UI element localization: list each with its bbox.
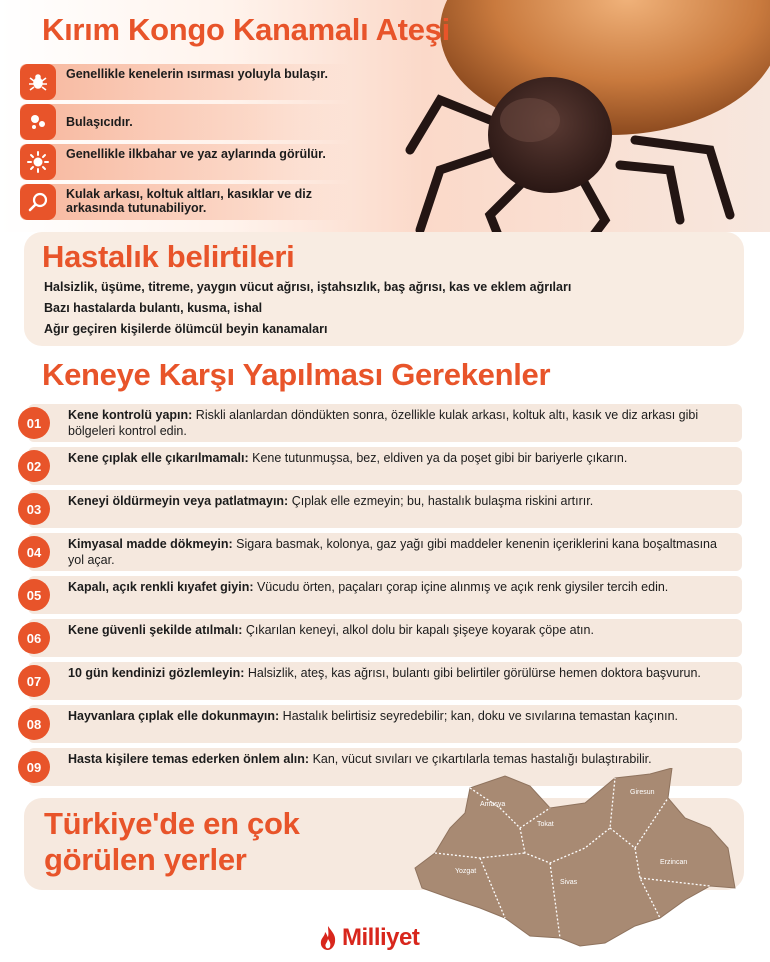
symptom-line: Halsizlik, üşüme, titreme, yaygın vücut ağrısı, iştahsızlık, baş ağrısı, kas ve eklem ağrıları (44, 280, 572, 294)
flame-icon (318, 925, 338, 951)
step-number: 09 (18, 751, 50, 783)
step-number: 07 (18, 665, 50, 697)
precaution-step (28, 619, 742, 657)
fact-row (20, 144, 350, 180)
regions-title: Türkiye'de en çok görülen yerler (44, 806, 300, 877)
step-text: Kene güvenli şekilde atılmalı: Çıkarılan keneyi, alkol dolu bir kapalı şişeye koyarak çöpe atın. (68, 623, 594, 637)
city-label: Yozgat (455, 868, 477, 875)
brand-logo (318, 920, 448, 956)
step-number: 06 (18, 622, 50, 654)
magnifier-icon (20, 184, 56, 220)
city-label: Erzincan (660, 859, 688, 866)
step-number: 01 (18, 407, 50, 439)
map-landmass (415, 768, 735, 946)
precaution-step (28, 576, 742, 614)
precautions-title: Keneye Karşı Yapılması Gerekenler (42, 357, 551, 392)
fact-text: Genellikle ilkbahar ve yaz aylarında görülür. (66, 147, 326, 161)
fact-text: Genellikle kenelerin ısırması yoluyla bulaşır. (66, 67, 328, 81)
virus-icon (20, 104, 56, 140)
precaution-step (28, 447, 742, 485)
fact-row (20, 64, 350, 100)
fact-text: Bulaşıcıdır. (66, 115, 133, 129)
fact-row (20, 104, 350, 140)
city-label: Giresun (630, 789, 655, 796)
sun-icon (20, 144, 56, 180)
symptom-line: Bazı hastalarda bulantı, kusma, ishal (44, 301, 263, 315)
step-number: 02 (18, 450, 50, 482)
precaution-step (28, 404, 742, 442)
page-title: Kırım Kongo Kanamalı Ateşi (42, 12, 450, 47)
step-text: Kene kontrolü yapın: Riskli alanlardan döndükten sonra, özellikle kulak arkası, koltuk altı, kasık ve diz arkası gibi bölgeleri kontrol edin. (68, 408, 699, 438)
step-number: 08 (18, 708, 50, 740)
brand-name: Milliyet (342, 924, 420, 951)
step-text: Hasta kişilere temas ederken önlem alın: Kan, vücut sıvıları ve çıkartılarla temas hastalığı bulaştırabilir. (68, 752, 652, 766)
tick-icon (20, 64, 56, 100)
step-text: 10 gün kendinizi gözlemleyin: Halsizlik, ateş, kas ağrısı, bulantı gibi belirtiler görülürse hemen doktora başvurun. (68, 666, 701, 680)
step-number: 04 (18, 536, 50, 568)
symptom-line: Ağır geçiren kişilerde ölümcül beyin kanamaları (44, 322, 328, 336)
precaution-step (28, 533, 742, 571)
step-text: Kene çıplak elle çıkarılmamalı: Kene tutunmuşsa, bez, eldiven ya da poşet gibi bir bariyerle çıkarın. (68, 451, 628, 465)
step-text: Keneyi öldürmeyin veya patlatmayın: Çıplak elle ezmeyin; bu, hastalık bulaşma riskini artırır. (68, 494, 594, 508)
city-label: Sivas (560, 879, 578, 886)
precaution-step (28, 662, 742, 700)
step-number: 03 (18, 493, 50, 525)
step-number: 05 (18, 579, 50, 611)
region-map (410, 768, 740, 958)
fact-row (20, 184, 350, 220)
city-label: Tokat (537, 821, 554, 828)
step-text: Kimyasal madde dökmeyin: Sigara basmak, kolonya, gaz yağı gibi maddeler kenenin içeriklerini kana boşaltmasına yol açar. (68, 537, 717, 567)
fact-text: Kulak arkası, koltuk altları, kasıklar ve diz arkasında tutunabiliyor. (66, 187, 312, 215)
step-text: Hayvanlara çıplak elle dokunmayın: Hastalık belirtisiz seyredebilir; kan, doku ve sıvılarına temastan kaçının. (68, 709, 678, 723)
city-label: Amasya (480, 801, 506, 808)
precaution-step (28, 705, 742, 743)
symptoms-title: Hastalık belirtileri (42, 239, 295, 274)
precaution-step (28, 490, 742, 528)
step-text: Kapalı, açık renkli kıyafet giyin: Vücudu örten, paçaları çorap içine alınmış ve açık renk giysiler tercih edin. (68, 580, 669, 594)
